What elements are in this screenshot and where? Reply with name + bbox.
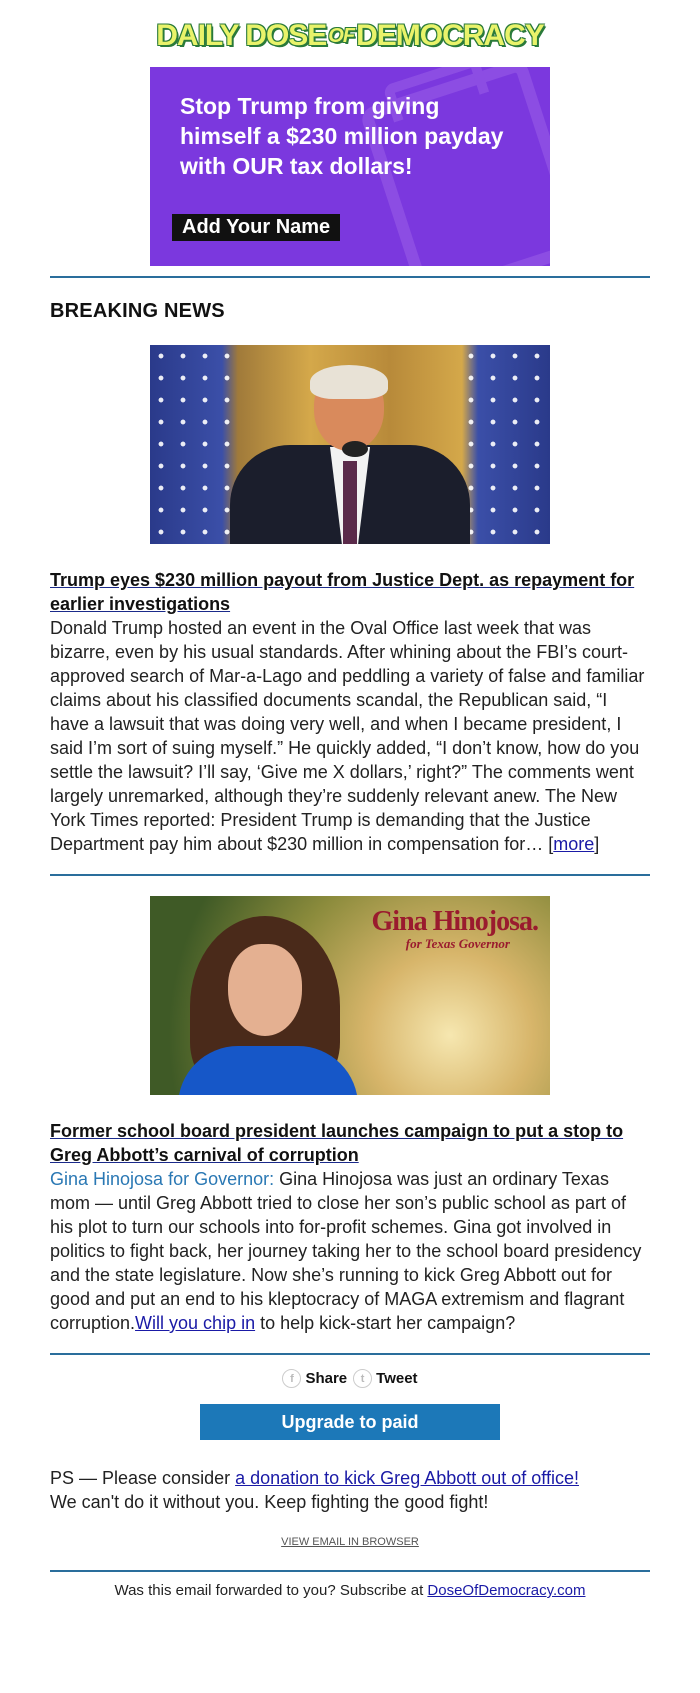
banner-text: Stop Trump from giving himself a $230 million payday with OUR tax dollars! (180, 93, 504, 179)
campaign-brand-name: Gina Hinojosa. (371, 906, 538, 937)
donation-link[interactable]: a donation to kick Greg Abbott out of office! (235, 1468, 579, 1488)
ps-line2: We can't do it without you. Keep fighting the good fight! (50, 1492, 489, 1512)
article2-text: Gina Hinojosa was just an ordinary Texas mom — until Greg Abbott tried to close her son’s public school as part of his plot to turn our schools into for-profit schemes. Gina got involved in politics to fight back, her journey taking her to the school board presidency and the state legislature. Now she’s running to kick Greg Abbott out for good and put an end to his kleptocracy of MAGA extremism and flagrant corruption. (50, 1169, 642, 1333)
logo-word-daily-dose: DAILY DOSE (156, 19, 327, 52)
add-your-name-button[interactable]: Add Your Name (172, 214, 340, 241)
twitter-icon: t (353, 1369, 372, 1388)
view-in-browser-link[interactable]: VIEW EMAIL IN BROWSER (281, 1536, 419, 1548)
tweet-button[interactable] (353, 1369, 417, 1388)
campaign-brand (372, 908, 538, 952)
subscribe-link[interactable]: DoseOfDemocracy.com (427, 1582, 586, 1599)
divider (50, 874, 650, 876)
share-button[interactable] (282, 1369, 347, 1388)
site-logo[interactable] (50, 18, 650, 54)
campaign-brand-sub: for Texas Governor (405, 936, 510, 951)
divider (50, 276, 650, 278)
flag-stars-left (150, 345, 240, 544)
article1 (50, 568, 650, 856)
article2-photo[interactable] (150, 896, 550, 1095)
article1-headline[interactable]: Trump eyes $230 million payout from Justice Dept. as repayment for earlier investigations (50, 570, 635, 614)
tweet-label: Tweet (376, 1370, 418, 1387)
ps-prefix: PS — Please consider (50, 1468, 236, 1488)
article1-body (50, 616, 650, 856)
footer (50, 1582, 650, 1599)
article1-text: Donald Trump hosted an event in the Oval Office last week that was bizarre, even by his usual standards. After whining about the FBI’s court-approved search of Mar-a-Lago and peddling a variety of false and familiar claims about his classified documents scandal, the Republican said, “I have a lawsuit that was doing very well, and when I became president, I said I’m sort of suing myself.” He quickly added, “I don’t know, how do you settle the lawsuit? I’ll say, ‘Give me X dollars,’ right?” The comments went largely unremarked, although they’re suddenly relevant anew. The New York Times reported: President Trump is demanding that the Justice Department pay him about $230 million in compensation for… (50, 618, 645, 854)
article2-tail: to help kick-start her campaign? (255, 1313, 516, 1333)
more-bracket-open: [ (548, 834, 554, 854)
article2-headline[interactable]: Former school board president launches campaign to put a stop to Greg Abbott’s carnival of corruption (50, 1121, 624, 1165)
article2-lead: Gina Hinojosa for Governor: (50, 1169, 275, 1189)
flag-stars-right (460, 345, 550, 544)
divider (50, 1353, 650, 1355)
share-row (50, 1369, 650, 1388)
article2 (50, 1119, 650, 1335)
divider (50, 1570, 650, 1572)
petition-banner[interactable] (150, 67, 550, 266)
candidate-face (228, 944, 302, 1036)
section-title: BREAKING NEWS (50, 300, 225, 322)
share-label: Share (305, 1370, 348, 1387)
ps-paragraph (50, 1466, 650, 1514)
chip-in-link[interactable]: Will you chip in (135, 1313, 256, 1333)
article2-body (50, 1167, 650, 1335)
speaker-figure (230, 365, 470, 544)
more-bracket-close: ] (594, 834, 600, 854)
logo-word-democracy: DEMOCRACY (356, 19, 544, 52)
logo-word-of: OF (328, 24, 355, 47)
upgrade-button[interactable]: Upgrade to paid (200, 1404, 500, 1440)
article1-photo[interactable] (150, 345, 550, 544)
footer-prefix: Was this email forwarded to you? Subscribe at (114, 1582, 428, 1599)
more-link[interactable]: more (553, 834, 595, 854)
facebook-icon: f (282, 1369, 301, 1388)
email-container (50, 0, 650, 1599)
